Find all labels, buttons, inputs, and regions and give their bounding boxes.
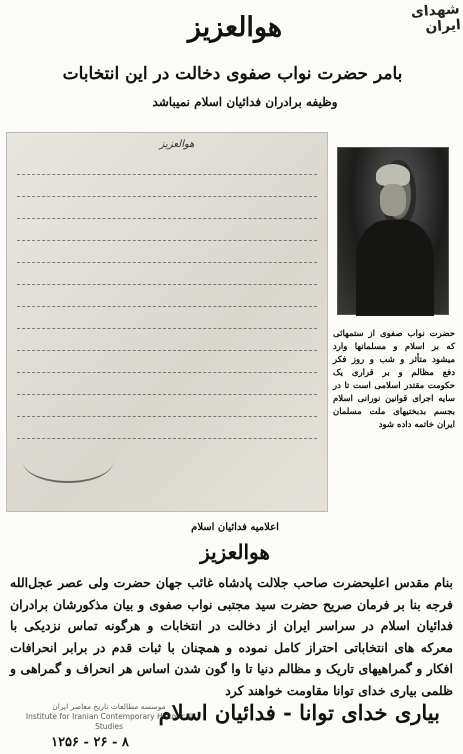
photo-caption: حضرت نواب صفوی از ستمهائی که بر اسلام و مسلمانها وارد میشود متأثر و شب و روز فکر دفع مظالم و بر قراری یک حکومت مقتدر اسلامی است تا در سایه اجرای قوانین نورانی اسلام بجسم بدبختیهای ملت مسلمان ایران خاتمه داده شود: [333, 329, 455, 430]
declaration-footer: بیاری خدای توانا - فدائیان اسلام: [158, 700, 440, 725]
archive-stamp: [14, 702, 204, 730]
handwriting-line: [17, 195, 317, 197]
handwriting-line: [17, 217, 317, 219]
handwriting-line: [17, 393, 317, 395]
page-subtitle: بامر حضرت نواب صفوی دخالت در این انتخابات: [62, 64, 403, 84]
handwritten-letter-image: [6, 132, 328, 512]
handwriting-line: [17, 239, 317, 241]
handwriting-line: [17, 349, 317, 351]
portrait-photo: [337, 147, 449, 315]
document-number: ۸ - ۲۶ - ۱۲۵۶: [51, 735, 129, 750]
stamp-text-fa: موسسه مطالعات تاریخ معاصر ایران: [52, 702, 166, 711]
handwriting-line: [17, 173, 317, 175]
handwriting-line: [17, 261, 317, 263]
handwriting-line: [17, 415, 317, 417]
handwriting-line: [17, 371, 317, 373]
handwriting-line: [17, 327, 317, 329]
declaration-title: هوالعزیز: [200, 540, 270, 564]
handwriting-line: [17, 437, 317, 439]
page-title: هوالعزیز: [187, 12, 283, 43]
letter-heading: هوالعزیز: [159, 139, 195, 150]
handwriting-line: [17, 283, 317, 285]
declaration-label: اعلامیه فدائیان اسلام: [191, 522, 279, 533]
signature-mark: [23, 441, 113, 483]
page-tagline: وظیفه برادران فدائیان اسلام نمیباشد: [152, 95, 338, 109]
declaration-body: بنام مقدس اعلیحضرت صاحب جلالت پادشاه غائب جهان حضرت ولی عصر عجل‌الله فرجه بنا بر فرمان صریح حضرت سید مجتبی نواب صفوی و بیان مذکورشان برادران فدائیان اسلام در سراسر ایران از دخالت در انتخابات و هرگونه تماس نزدیکی با معرکه های انتخاباتی احتراز کامل نموده و همچنان با ثبات قدم در برابر انحرافات افکار و گمراهیهای تاریک و مظالم دنیا تا وا گون شدن اساس هر انحراف و گمراهی و ظلمی بیاری خدای توانا مقاومت خواهند کرد: [10, 575, 453, 698]
watermark-logo: شهدای ایران: [410, 1, 462, 36]
stamp-text-en: Institute for Iranian Contemporary Historical Studies: [25, 712, 193, 731]
handwriting-line: [17, 305, 317, 307]
